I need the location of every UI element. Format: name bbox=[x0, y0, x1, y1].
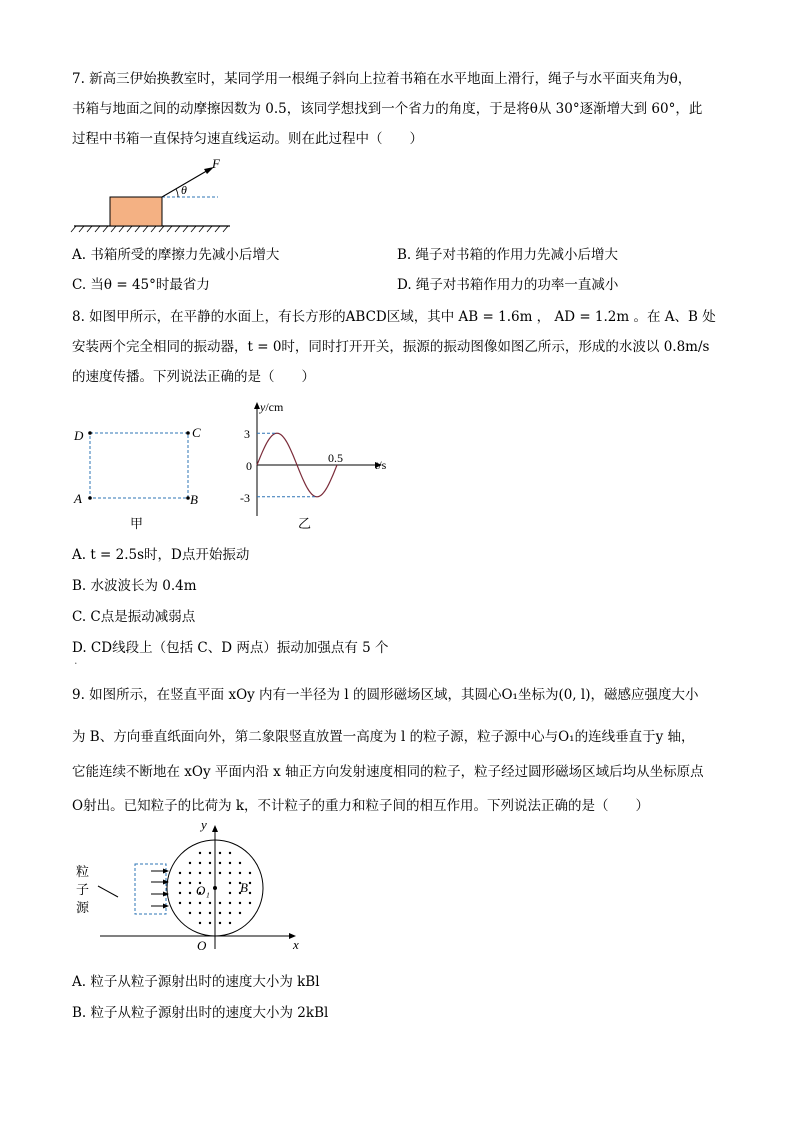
field-dot bbox=[219, 862, 221, 864]
q7-option-b[interactable]: B. 绳子对书箱的作用力先减小后增大 bbox=[397, 247, 619, 263]
y-tick-max: 3 bbox=[244, 427, 250, 441]
field-dot bbox=[209, 872, 211, 874]
t-tick-label: 0.5 bbox=[328, 451, 343, 465]
q9-stem-line-3: 它能连续不断地在 xOy 平面内沿 x 轴正方向发射速度相同的粒子，粒子经过圆形磁场区域后均从坐标原点 bbox=[72, 764, 704, 780]
y-axis-label: y bbox=[201, 817, 207, 832]
point-b-label: B bbox=[190, 492, 198, 507]
field-dot bbox=[249, 902, 251, 904]
q7-option-d[interactable]: D. 绳子对书箱作用力的功率一直减小 bbox=[397, 277, 619, 293]
field-dot bbox=[229, 902, 231, 904]
q8-stem-line-3: 的速度传播。下列说法正确的是（ ） bbox=[72, 369, 315, 385]
field-dot bbox=[239, 902, 241, 904]
figure-yi-caption: 乙 bbox=[298, 516, 312, 531]
q9-stem-line-1: 9. 如图所示，在竖直平面 xOy 内有一半径为 l 的圆形磁场区域，其圆心O₁坐标为(0, l)，磁感应强度大小 bbox=[72, 687, 699, 703]
field-dot bbox=[219, 872, 221, 874]
q9-option-b[interactable]: B. 粒子从粒子源射出时的速度大小为 2kBl bbox=[72, 1005, 329, 1021]
force-label: F bbox=[212, 156, 220, 171]
q8-figure-yi bbox=[240, 398, 400, 534]
field-dot bbox=[249, 882, 251, 884]
field-dot bbox=[229, 882, 231, 884]
field-dot bbox=[249, 892, 251, 894]
field-dot bbox=[239, 872, 241, 874]
q7-figure-box-on-floor bbox=[70, 156, 240, 238]
source-label-1: 粒 bbox=[76, 864, 90, 879]
x-axis-label: t/s bbox=[375, 458, 387, 472]
field-dot bbox=[239, 912, 241, 914]
q9-figure-magnetic-field bbox=[70, 815, 310, 955]
point-c-label: C bbox=[192, 425, 201, 440]
book-box bbox=[110, 197, 162, 226]
field-dot bbox=[189, 902, 191, 904]
field-dot bbox=[239, 862, 241, 864]
field-dot bbox=[179, 902, 181, 904]
q8-option-a[interactable]: A. t = 2.5s时，D点开始振动 bbox=[72, 547, 250, 563]
field-dot bbox=[219, 922, 221, 924]
field-dot bbox=[249, 872, 251, 874]
y-tick-min: -3 bbox=[240, 491, 250, 505]
field-dot bbox=[229, 862, 231, 864]
q8-stem-line-2: 安装两个完全相同的振动器，t = 0时，同时打开开关，振源的振动图像如图乙所示，形成的水波以 0.8m/s bbox=[72, 339, 710, 355]
field-dot bbox=[179, 882, 181, 884]
q8-option-d[interactable]: D. CD线段上（包括 C、D 两点）振动加强点有 5 个 bbox=[72, 640, 389, 656]
field-dot bbox=[209, 922, 211, 924]
angle-label: θ bbox=[181, 183, 187, 197]
field-dot bbox=[209, 852, 211, 854]
center-label: O₁ bbox=[196, 883, 210, 898]
field-dot bbox=[179, 872, 181, 874]
field-dot bbox=[219, 902, 221, 904]
q8-option-c[interactable]: C. C点是振动减弱点 bbox=[72, 609, 196, 625]
field-dot bbox=[199, 912, 201, 914]
field-dot bbox=[199, 922, 201, 924]
field-dot bbox=[189, 862, 191, 864]
x-axis-label: x bbox=[293, 937, 299, 952]
source-label-2: 子 bbox=[76, 882, 90, 897]
field-dot bbox=[209, 862, 211, 864]
q9-stem-line-2: 为 B、方向垂直纸面向外，第二象限竖直放置一高度为 l 的粒子源，粒子源中心与O₁的连线垂直于y 轴， bbox=[72, 729, 695, 745]
field-dot bbox=[189, 892, 191, 894]
field-dot bbox=[199, 852, 201, 854]
origin-label: O bbox=[197, 938, 207, 953]
field-dot bbox=[199, 872, 201, 874]
field-dot bbox=[229, 852, 231, 854]
q8-figure-jia bbox=[64, 418, 214, 533]
field-dot bbox=[229, 872, 231, 874]
y-axis-label: y/cm bbox=[260, 400, 284, 414]
q8-stem-line-1: 8. 如图甲所示，在平静的水面上，有长方形的ABCD区域，其中 AB = 1.6m ， AD = 1.2m 。在 A、B 处 bbox=[72, 309, 716, 325]
source-label-3: 源 bbox=[76, 900, 90, 915]
point-a-label: A bbox=[74, 491, 82, 506]
point-d-label: D bbox=[74, 428, 84, 443]
field-dot bbox=[219, 852, 221, 854]
q7-option-a[interactable]: A. 书箱所受的摩擦力先减小后增大 bbox=[72, 247, 280, 263]
field-dot bbox=[189, 912, 191, 914]
stray-mark: . bbox=[74, 654, 78, 667]
field-dot bbox=[229, 922, 231, 924]
q9-stem-line-4: O射出。已知粒子的比荷为 k，不计粒子的重力和粒子间的相互作用。下列说法正确的是（ ） bbox=[72, 798, 650, 814]
field-dot bbox=[189, 872, 191, 874]
field-dot bbox=[229, 892, 231, 894]
figure-jia-caption: 甲 bbox=[130, 516, 144, 531]
field-dot bbox=[199, 902, 201, 904]
field-dot bbox=[209, 912, 211, 914]
origin-label: 0 bbox=[246, 459, 252, 473]
q7-option-c[interactable]: C. 当θ = 45°时最省力 bbox=[72, 277, 210, 293]
q7-stem-line-1: 7. 新高三伊始换教室时，某同学用一根绳子斜向上拉着书箱在水平地面上滑行，绳子与水平面夹角为θ， bbox=[72, 71, 692, 87]
field-dot bbox=[179, 892, 181, 894]
field-dot bbox=[189, 882, 191, 884]
q7-stem-line-2: 书箱与地面之间的动摩擦因数为 0.5，该同学想找到一个省力的角度，于是将θ从 30°逐渐增大到 60°，此 bbox=[72, 101, 703, 117]
q8-option-b[interactable]: B. 水波波长为 0.4m bbox=[72, 578, 197, 594]
q7-stem-line-3: 过程中书箱一直保持匀速直线运动。则在此过程中（ ） bbox=[72, 131, 423, 147]
q9-option-a[interactable]: A. 粒子从粒子源射出时的速度大小为 kBl bbox=[72, 974, 320, 990]
field-label: B bbox=[240, 880, 248, 895]
field-dot bbox=[229, 912, 231, 914]
field-dot bbox=[209, 902, 211, 904]
field-dot bbox=[219, 912, 221, 914]
field-dot bbox=[199, 862, 201, 864]
